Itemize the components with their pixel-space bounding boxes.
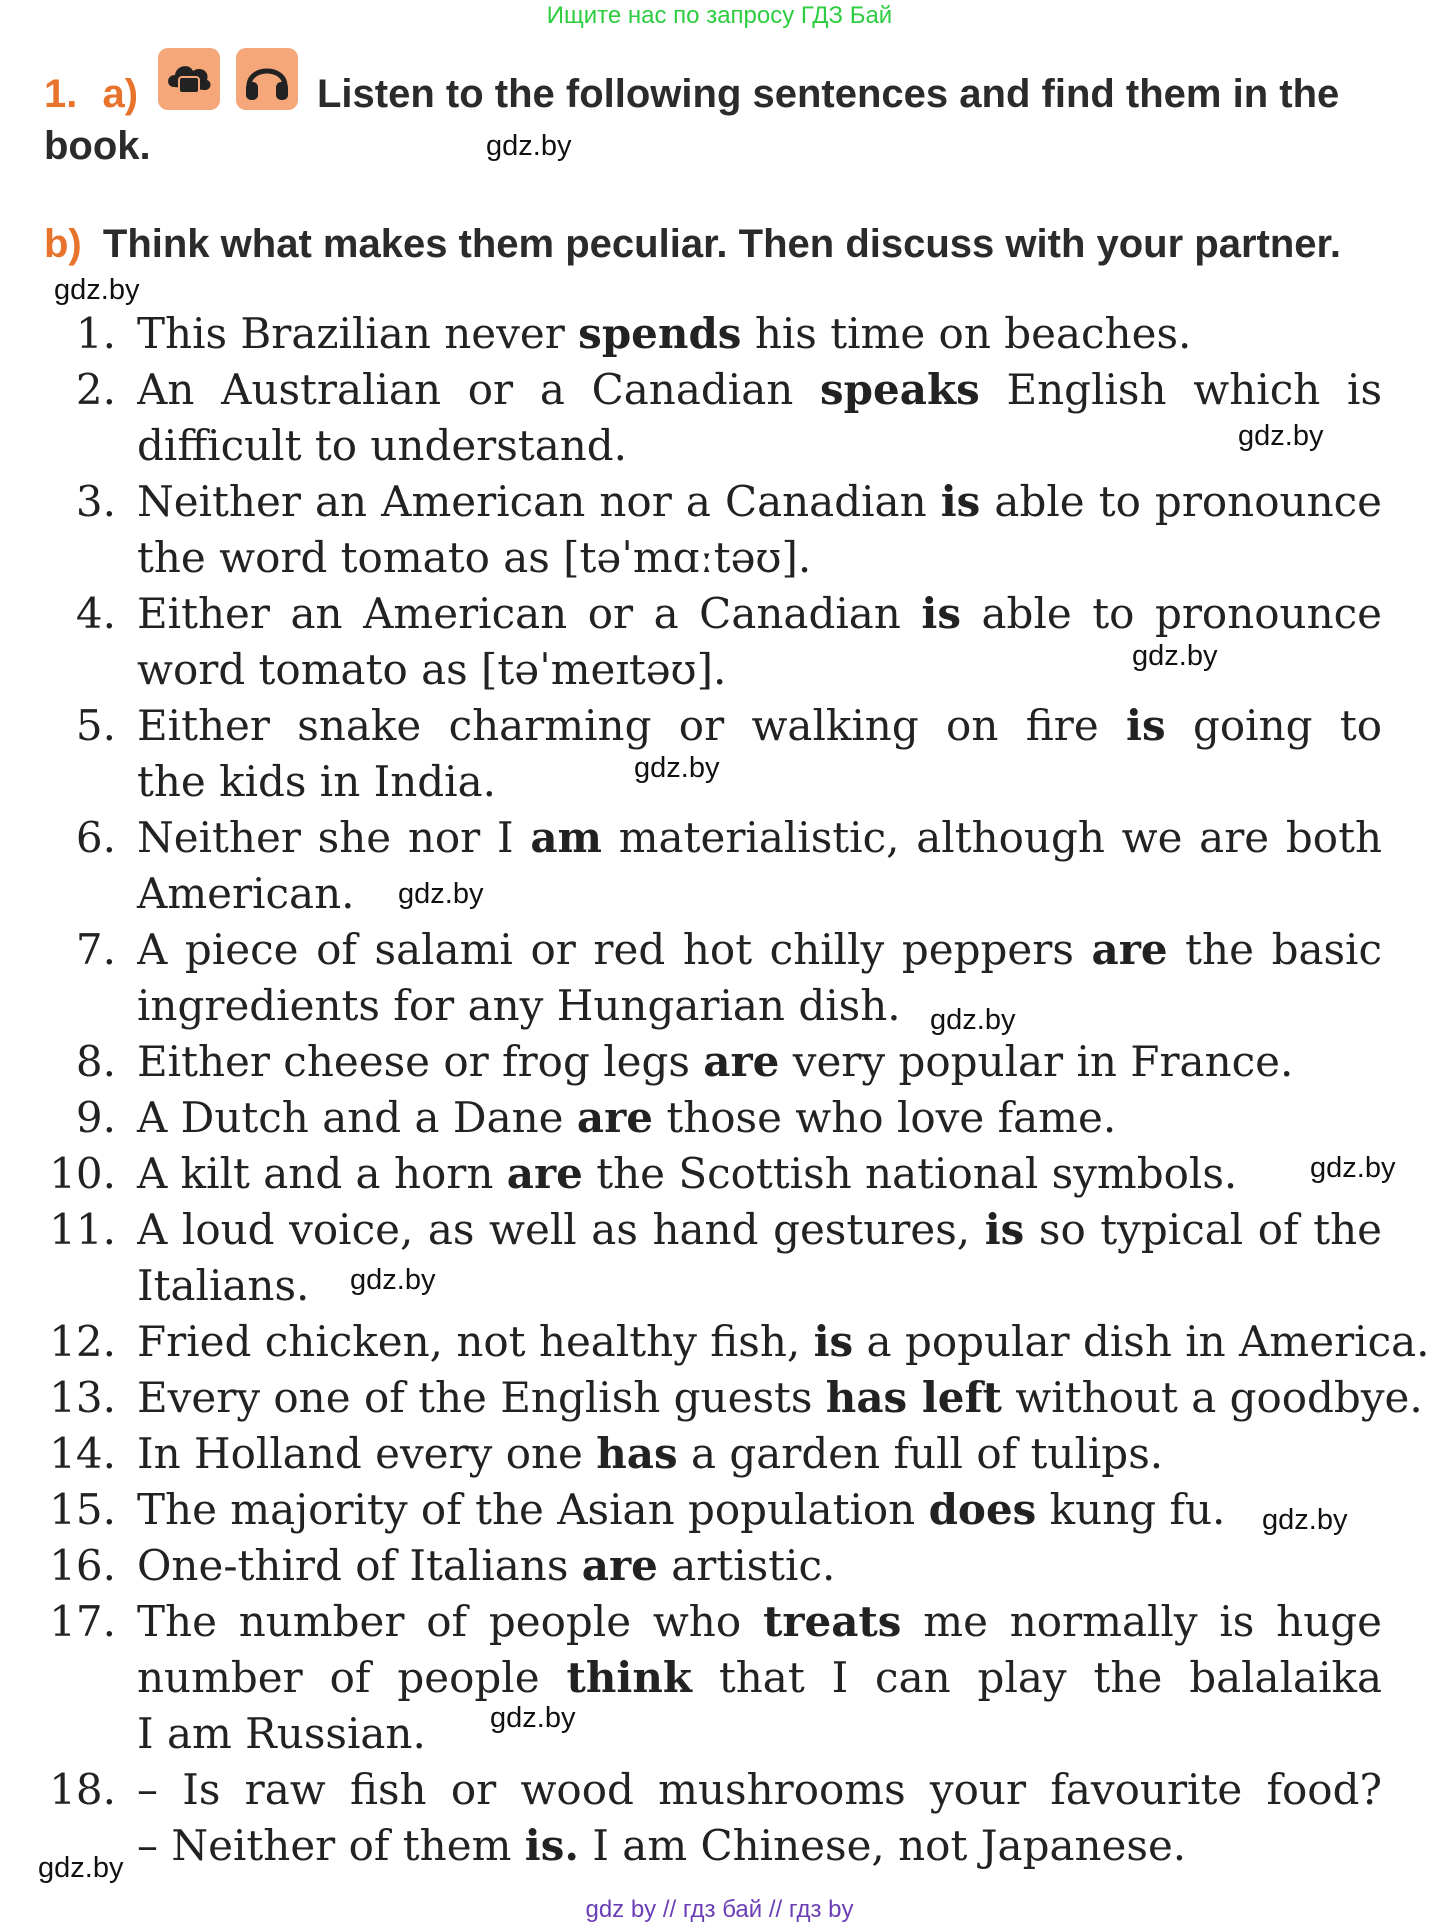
sentence-line: [137, 1650, 1382, 1706]
key-verb: is.: [524, 1821, 579, 1870]
watermark: gdz.by: [1310, 1152, 1396, 1184]
item-sentence: [137, 1482, 1382, 1538]
key-verb: treats: [762, 1597, 902, 1646]
task-number: 1.: [44, 72, 78, 116]
key-verb: has: [596, 1429, 678, 1478]
task-a-heading: [44, 72, 138, 117]
item-sentence: [137, 1202, 1382, 1314]
sentence-line: [137, 530, 1382, 586]
sentence-part: An Australian or a Canadian: [137, 365, 821, 414]
sentence-part: the basic: [1167, 925, 1382, 974]
sentence-part: Neither she nor I: [137, 813, 531, 862]
sentence-part: artistic.: [657, 1541, 836, 1590]
watermark: gdz.by: [54, 274, 140, 306]
sentence-part: so typical of the: [1024, 1205, 1382, 1254]
watermark: gdz.by: [490, 1702, 576, 1734]
sentence-part: The majority of the Asian population: [137, 1485, 929, 1534]
sentence-part: A Dutch and a Dane: [137, 1093, 577, 1142]
top-note: Ищите нас по запросу ГДЗ Бай: [546, 2, 893, 29]
sentence-line: [137, 1706, 1382, 1762]
item-sentence: [137, 306, 1382, 362]
item-number: 18.: [49, 1765, 116, 1814]
sentence-line: [137, 1538, 1382, 1594]
item-number: 7.: [75, 925, 116, 974]
item-sentence: [137, 810, 1382, 922]
sentence-part: – Neither of them: [137, 1821, 525, 1870]
sentence-line: [137, 1146, 1382, 1202]
item-number: 5.: [75, 701, 116, 750]
sentence-line: [137, 1818, 1382, 1874]
item-sentence: [137, 698, 1382, 810]
key-verb: is: [813, 1317, 854, 1366]
sentence-part: the word tomato as [təˈmɑːtəʊ].: [137, 533, 812, 582]
item-sentence: [137, 1538, 1382, 1594]
key-verb: are: [506, 1149, 583, 1198]
sentence-part: that I can play the balalaika: [718, 1653, 1382, 1702]
watermark: gdz.by: [634, 752, 720, 784]
sentence-line: [137, 1090, 1382, 1146]
sentence-line: [137, 306, 1382, 362]
sentence-part: A loud voice, as well as hand gestures,: [137, 1205, 985, 1254]
watermark: gdz.by: [930, 1004, 1016, 1036]
sentence-part: a popular dish in America.: [853, 1317, 1430, 1366]
item-sentence: [137, 1594, 1382, 1762]
watermark: gdz.by: [1238, 420, 1324, 452]
sentence-part: me normally is huge: [923, 1597, 1382, 1646]
sentence-part: his time on beaches.: [741, 309, 1192, 358]
item-sentence: [137, 1426, 1382, 1482]
sentence-part: able to pronounce: [981, 589, 1382, 638]
sentence-part: A piece of salami or red hot chilly peppers: [137, 925, 1092, 974]
key-verb: are: [581, 1541, 658, 1590]
sentence-line: [137, 474, 1382, 530]
sentence-part: kung fu.: [1036, 1485, 1226, 1534]
sentence-part: Every one of the English guests: [137, 1373, 826, 1422]
sentence-part: Either snake charming or walking on fire: [137, 701, 1127, 750]
cloud-listen-icon: [158, 48, 220, 110]
sentence-part: word tomato as [təˈmeɪtəʊ].: [137, 645, 727, 694]
task-a-letter: a): [102, 72, 139, 116]
key-verb: is: [921, 589, 961, 638]
sentence-line: [137, 698, 1382, 754]
sentence-part: number of people: [137, 1653, 567, 1702]
sentence-line: [137, 1034, 1382, 1090]
sentence-part: difficult to understand.: [137, 421, 628, 470]
watermark: gdz.by: [1132, 640, 1218, 672]
item-number: 2.: [75, 365, 116, 414]
sentence-part: materialistic, although we are both: [601, 813, 1382, 862]
item-sentence: [137, 1146, 1382, 1202]
task-a-text-line1: Listen to the following sentences and find them in the: [317, 72, 1340, 116]
sentence-part: – Is raw fish or wood mushrooms your favourite food?: [137, 1765, 1382, 1814]
footer-note: gdz by // гдз бай // гдз by: [585, 1896, 854, 1923]
sentence-part: This Brazilian never: [137, 309, 579, 358]
key-verb: speaks: [820, 365, 980, 414]
watermark: gdz.by: [398, 878, 484, 910]
sentence-line: [137, 1426, 1382, 1482]
item-sentence: [137, 362, 1382, 474]
key-verb: is: [1126, 701, 1166, 750]
item-number: 4.: [75, 589, 116, 638]
item-sentence: [137, 1762, 1382, 1874]
task-b-heading: [44, 222, 1341, 267]
item-number: 16.: [49, 1541, 116, 1590]
sentence-part: the kids in India.: [137, 757, 496, 806]
sentence-part: the Scottish national symbols.: [582, 1149, 1238, 1198]
sentence-line: [137, 1202, 1382, 1258]
watermark: gdz.by: [38, 1852, 124, 1884]
task-b-letter: b): [44, 222, 82, 266]
item-number: 3.: [75, 477, 116, 526]
headphones-icon: [236, 48, 298, 110]
key-verb: are: [1091, 925, 1168, 974]
item-number: 10.: [49, 1149, 116, 1198]
sentence-part: Neither an American nor a Canadian: [137, 477, 941, 526]
sentence-line: [137, 1258, 1382, 1314]
sentence-part: A kilt and a horn: [137, 1149, 507, 1198]
task-a-text-line2: book.: [44, 124, 151, 168]
sentence-part: a garden full of tulips.: [677, 1429, 1164, 1478]
key-verb: has left: [825, 1373, 1002, 1422]
sentence-part: Italians.: [137, 1261, 310, 1310]
key-verb: think: [566, 1653, 692, 1702]
sentence-line: [137, 1762, 1382, 1818]
sentence-line: [137, 1594, 1382, 1650]
sentence-part: In Holland every one: [137, 1429, 597, 1478]
sentence-part: The number of people who: [137, 1597, 763, 1646]
sentence-line: [137, 418, 1382, 474]
item-sentence: [137, 1034, 1382, 1090]
sentence-line: [137, 1482, 1382, 1538]
item-number: 1.: [75, 309, 116, 358]
item-sentence: [137, 922, 1382, 1034]
item-number: 14.: [49, 1429, 116, 1478]
sentence-line: [137, 1314, 1430, 1370]
key-verb: are: [576, 1093, 653, 1142]
item-number: 13.: [49, 1373, 116, 1422]
sentence-part: ingredients for any Hungarian dish.: [137, 981, 901, 1030]
sentence-part: I am Russian.: [137, 1709, 426, 1758]
sentence-part: English which is: [979, 365, 1382, 414]
sentence-part: those who love fame.: [652, 1093, 1117, 1142]
sentence-part: Either cheese or frog legs: [137, 1037, 704, 1086]
item-sentence: [137, 1090, 1382, 1146]
sentence-part: American.: [137, 869, 355, 918]
item-sentence: [137, 1314, 1430, 1370]
sentence-line: [137, 1370, 1423, 1426]
watermark: gdz.by: [350, 1264, 436, 1296]
sentence-part: going to: [1192, 701, 1382, 750]
sentence-line: [137, 866, 1382, 922]
sentence-part: without a goodbye.: [1001, 1373, 1423, 1422]
sentence-part: able to pronounce: [980, 477, 1382, 526]
watermark: gdz.by: [486, 130, 572, 162]
sentence-part: Fried chicken, not healthy fish,: [137, 1317, 814, 1366]
key-verb: spends: [578, 309, 742, 358]
item-number: 11.: [49, 1205, 116, 1254]
sentence-part: I am Chinese, not Japanese.: [578, 1821, 1187, 1870]
task-b-text: Think what makes them peculiar. Then discuss with your partner.: [102, 222, 1341, 266]
sentence-line: [137, 810, 1382, 866]
item-number: 8.: [75, 1037, 116, 1086]
item-sentence: [137, 1370, 1423, 1426]
key-verb: does: [928, 1485, 1037, 1534]
item-number: 15.: [49, 1485, 116, 1534]
sentence-part: One-third of Italians: [137, 1541, 582, 1590]
item-number: 6.: [75, 813, 116, 862]
item-sentence: [137, 474, 1382, 586]
item-number: 17.: [49, 1597, 116, 1646]
sentence-line: [137, 922, 1382, 978]
sentence-part: very popular in France.: [779, 1037, 1294, 1086]
item-number: 12.: [49, 1317, 116, 1366]
key-verb: is: [984, 1205, 1025, 1254]
key-verb: am: [530, 813, 602, 862]
sentence-line: [137, 586, 1382, 642]
key-verb: are: [703, 1037, 780, 1086]
sentence-part: Either an American or a Canadian: [137, 589, 922, 638]
item-number: 9.: [75, 1093, 116, 1142]
watermark: gdz.by: [1262, 1504, 1348, 1536]
key-verb: is: [940, 477, 981, 526]
sentence-line: [137, 754, 1382, 810]
sentence-line: [137, 362, 1382, 418]
sentence-line: [137, 978, 1382, 1034]
